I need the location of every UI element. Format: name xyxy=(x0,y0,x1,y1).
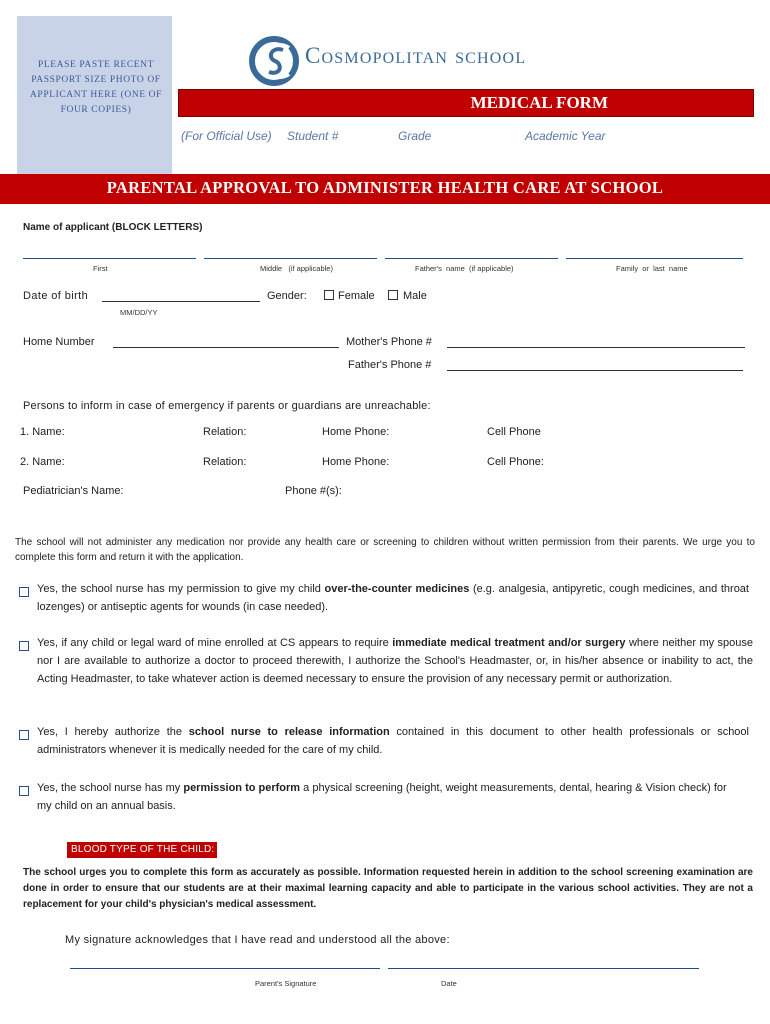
dob-format: MM/DD/YY xyxy=(120,308,158,317)
consent-otc-checkbox[interactable] xyxy=(19,587,29,597)
emergency-1-relation: Relation: xyxy=(203,426,247,438)
dob-field[interactable] xyxy=(102,301,260,302)
consent-screening-checkbox[interactable] xyxy=(19,786,29,796)
emergency-2-name: 2. Name: xyxy=(20,456,65,468)
parent-signature-field[interactable] xyxy=(70,968,380,969)
consent-treatment-pre: Yes, if any child or legal ward of mine enrolled at CS appears to require xyxy=(37,637,393,649)
applicant-name-label: Name of applicant (BLOCK LETTERS) xyxy=(23,222,203,233)
consent-screening-pre: Yes, the school nurse has my xyxy=(37,782,184,794)
male-label: Male xyxy=(403,290,427,302)
home-number-label: Home Number xyxy=(23,336,95,348)
first-name-field[interactable] xyxy=(23,258,196,259)
consent-release-strong: school nurse to release information xyxy=(188,726,390,738)
consent-screening-text xyxy=(37,779,727,815)
grade-label: Grade xyxy=(398,129,432,143)
dob-label: Date of birth xyxy=(23,290,89,302)
pediatrician-label: Pediatrician's Name: xyxy=(23,485,124,497)
consent-screening-strong: permission to perform xyxy=(183,782,301,794)
official-use-label: (For Official Use) xyxy=(181,129,272,143)
consent-release-text xyxy=(37,723,749,759)
consent-otc-pre: Yes, the school nurse has my permission to give my child xyxy=(37,583,325,595)
consent-otc-text xyxy=(37,580,749,616)
school-name: Cosmopolitan school xyxy=(305,43,527,68)
mother-phone-label: Mother's Phone # xyxy=(346,336,432,348)
consent-otc-post: (e.g. analgesia, antipyretic, cough medicines, and throat lozenges) or antiseptic agents for wounds (in case needed). xyxy=(37,583,749,613)
notice-paragraph: The school will not administer any medication nor provide any health care or screening to children without written permission from their parents. We urge you to complete this form and return it with the application. xyxy=(15,537,755,563)
first-name-caption: First xyxy=(93,264,108,273)
consent-treatment-post: where neither my spouse nor I are available to authorize a doctor to proceed therewith, I authorize the School's Headmaster, or, in his/her absence or inability to act, the Acting Headmaster, to take whatever action is deemed necessary to ensure the provision of any necessary permit or authorization. xyxy=(37,637,754,685)
emergency-1-cell: Cell Phone xyxy=(487,426,541,438)
photo-instructions: PLEASE PASTE RECENT PASSPORT SIZE PHOTO OF APPLICANT HERE (ONE OF FOUR COPIES) xyxy=(29,60,163,115)
female-label: Female xyxy=(338,290,375,302)
consent-treatment-checkbox[interactable] xyxy=(19,641,29,651)
urge-paragraph: The school urges you to complete this form as accurately as possible. Information requested herein in addition to the school screening examination are done in order to ensure that our students are at their maximal learning capacity and able to participate in the various school activities. They are not a replacement for your child's physician's medical assessment. xyxy=(23,867,753,910)
student-number-label: Student # xyxy=(287,129,339,143)
male-checkbox[interactable] xyxy=(388,290,398,300)
emergency-2-home: Home Phone: xyxy=(322,456,390,468)
consent-treatment-strong: immediate medical treatment and/or surgery xyxy=(392,637,626,649)
emergency-1-name: 1. Name: xyxy=(20,426,65,438)
consent-release-pre: Yes, I hereby authorize the xyxy=(37,726,189,738)
academic-year-label: Academic Year xyxy=(525,129,606,143)
date-caption: Date xyxy=(441,979,457,988)
consent-otc-strong: over-the-counter medicines xyxy=(324,583,470,595)
pediatrician-phone-label: Phone #(s): xyxy=(285,485,342,497)
gender-label: Gender: xyxy=(267,290,307,302)
father-name-caption: Father's name (if applicable) xyxy=(415,264,514,273)
emergency-intro: Persons to inform in case of emergency if parents or guardians are unreachable: xyxy=(23,400,431,412)
father-phone-field[interactable] xyxy=(447,370,743,371)
emergency-1-home: Home Phone: xyxy=(322,426,390,438)
female-checkbox[interactable] xyxy=(324,290,334,300)
middle-name-field[interactable] xyxy=(204,258,377,259)
middle-name-caption: Middle (if applicable) xyxy=(260,264,333,273)
family-name-field[interactable] xyxy=(566,258,743,259)
consent-release-post: contained in this document to other health professionals or school administrators whenever it is medically needed for the care of my child. xyxy=(37,726,749,756)
blood-type-label: BLOOD TYPE OF THE CHILD: xyxy=(67,842,217,858)
home-number-field[interactable] xyxy=(113,347,339,348)
father-phone-label: Father's Phone # xyxy=(348,359,432,371)
consent-treatment-text xyxy=(37,634,753,688)
parent-signature-caption: Parent's Signature xyxy=(255,979,317,988)
main-heading: PARENTAL APPROVAL TO ADMINISTER HEALTH CARE AT SCHOOL xyxy=(106,178,664,197)
consent-screening-post: a physical screening (height, weight measurements, dental, hearing & Vision check) for my child on an annual basis. xyxy=(37,782,727,812)
date-field[interactable] xyxy=(388,968,699,969)
form-title: MEDICAL FORM xyxy=(470,93,608,112)
emergency-2-relation: Relation: xyxy=(203,456,247,468)
emergency-2-cell: Cell Phone: xyxy=(487,456,544,468)
father-name-field[interactable] xyxy=(385,258,558,259)
mother-phone-field[interactable] xyxy=(447,347,745,348)
signature-statement: My signature acknowledges that I have read and understood all the above: xyxy=(65,934,450,946)
consent-release-checkbox[interactable] xyxy=(19,730,29,740)
school-logo-icon xyxy=(249,36,301,86)
family-name-caption: Family or last name xyxy=(616,264,688,273)
